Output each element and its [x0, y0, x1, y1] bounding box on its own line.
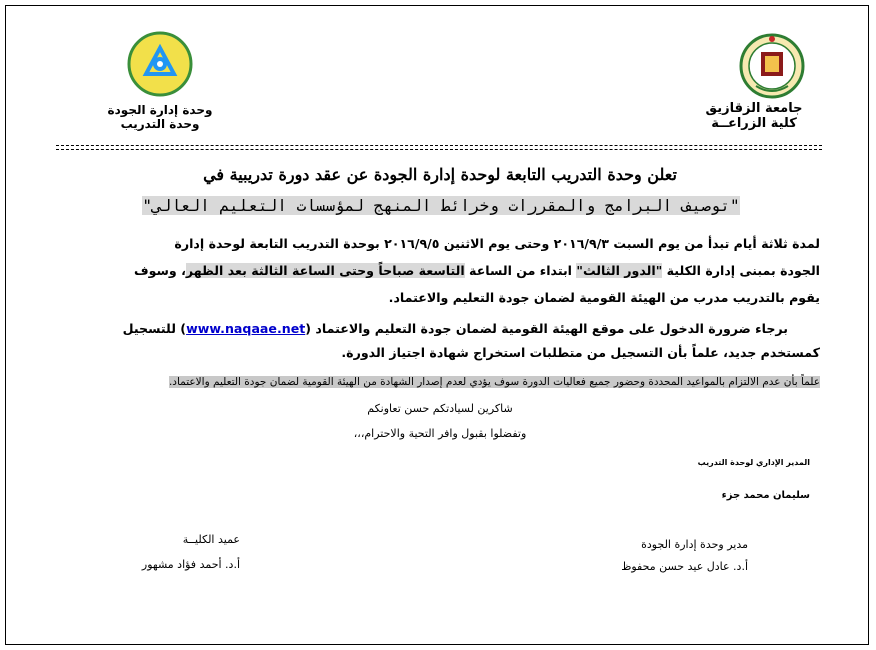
course-name: "توصيف البرامج والمقررات وخرائط المنهج لمؤسسات التعليم العالي": [142, 196, 740, 215]
naqaae-link[interactable]: www.naqaae.net: [186, 321, 306, 336]
university-name-line: جامعة الزقازيق: [705, 101, 803, 116]
time-highlight: التاسعة صباحاً وحتى الساعة الثالثة بعد الظهر: [185, 263, 465, 278]
faculty-name-line: كلية الزراعــة: [711, 116, 797, 131]
header-divider-second: [56, 149, 822, 150]
quality-manager-title: مدير وحدة إدارة الجودة: [641, 538, 748, 551]
quality-unit-name: [100, 103, 220, 131]
details-text: ابتداء من الساعة: [464, 263, 577, 278]
quality-manager-name: أ.د. عادل عيد حسن محفوظ: [621, 560, 748, 573]
closing-line: وتفضلوا بقبول وافر التحية والاحترام،،،: [353, 427, 527, 440]
quality-unit-line: وحدة إدارة الجودة: [107, 103, 213, 117]
training-unit-line: وحدة التدريب: [120, 117, 200, 131]
registration-text: برجاء ضرورة الدخول على موقع الهيئة القومية لضمان جودة التعليم والاعتماد (: [305, 321, 788, 336]
floor-highlight: "الدور الثالث": [576, 263, 663, 278]
attendance-notice: علماً بأن عدم الالتزام بالمواعيد المحددة وحضور جميع فعاليات الدورة سوف يؤدي لعدم إصدار الشهادة من الهيئة القومية لضمان جودة التعليم والاعتماد.: [168, 376, 820, 388]
header-divider: [56, 145, 822, 146]
dean-title: عميد الكليــة: [182, 533, 240, 546]
paragraph-details: [58, 230, 820, 311]
announcement-title: تعلن وحدة التدريب التابعة لوحدة إدارة الجودة عن عقد دورة تدريبية في: [203, 165, 677, 184]
details-text: ، وسوف: [133, 263, 186, 278]
university-name: [694, 101, 814, 131]
registration-text: ) للتسجيل: [122, 321, 187, 336]
thanks-line: شاكرين لسيادتكم حسن تعاونكم: [367, 402, 513, 415]
quality-unit-logo: [126, 30, 194, 100]
university-logo: [738, 30, 806, 102]
details-line-3: يقوم بالتدريب مدرب من الهيئة القومية لضمان جودة التعليم والاعتماد.: [388, 290, 820, 305]
admin-manager-title: المدير الإداري لوحدة التدريب: [697, 458, 810, 467]
registration-line-2: كمستخدم جديد، علماً بأن التسجيل من متطلبات استخراج شهادة اجتياز الدورة.: [341, 345, 820, 360]
registration-line-1: [58, 317, 820, 341]
details-line-1: لمدة ثلاثة أيام تبدأ من يوم السبت ٢٠١٦/٩/٣ وحتى يوم الاثنين ٢٠١٦/٩/٥ بوحدة التدريب التابعة لوحدة إدارة: [174, 236, 820, 251]
details-line-2: [58, 257, 820, 284]
dean-name: أ.د. أحمد فؤاد مشهور: [141, 558, 240, 571]
paragraph-registration: [58, 317, 820, 365]
admin-manager-name: سليمان محمد جزء: [721, 490, 810, 501]
details-text: الجودة بمبنى إدارة الكلية: [662, 263, 820, 278]
